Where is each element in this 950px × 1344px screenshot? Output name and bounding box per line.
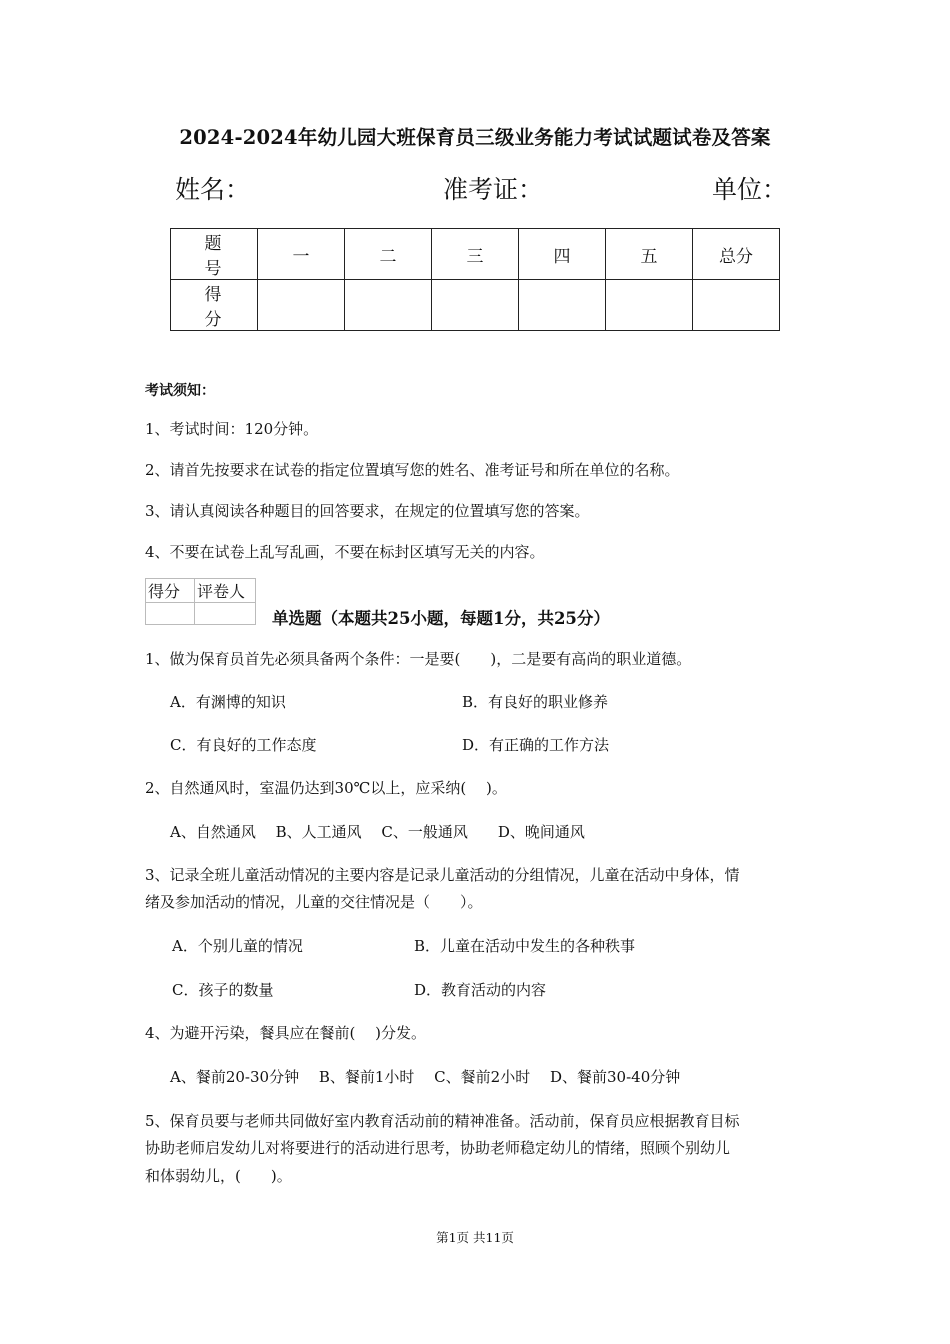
- question-stem-continued: 绪及参加活动的情况，儿童的交往情况是（ ）。: [145, 893, 483, 911]
- score-table-header-cell: 总分: [693, 229, 780, 280]
- question-stem: 1、做为保育员首先必须具备两个条件：一是要( )，二是要有高尚的职业道德。: [145, 650, 692, 668]
- score-cell[interactable]: [432, 280, 519, 331]
- score-table-score-row: [171, 280, 780, 331]
- note-item: 2、请首先按要求在试卷的指定位置填写您的姓名、准考证号和所在单位的名称。: [145, 461, 680, 479]
- page-footer: 第1页 共11页: [436, 1230, 514, 1245]
- score-table-header-cell: 五: [606, 229, 693, 280]
- score-table-header-row: [171, 229, 780, 280]
- score-row-label: 得分: [171, 280, 258, 331]
- grader-score-label: 得分: [146, 579, 195, 603]
- note-item: 3、请认真阅读各种题目的回答要求，在规定的位置填写您的答案。: [145, 502, 590, 520]
- grader-score-cell[interactable]: [146, 603, 195, 625]
- score-table-header-cell: 二: [345, 229, 432, 280]
- name-field-label: 姓名：: [175, 175, 251, 204]
- score-cell[interactable]: [345, 280, 432, 331]
- unit-field-label: 单位：: [712, 175, 788, 204]
- question-stem: 2、自然通风时，室温仍达到30℃以上，应采纳( )。: [145, 779, 507, 797]
- score-table-header-cell: 三: [432, 229, 519, 280]
- grader-box: [145, 578, 256, 625]
- question-options: A、自然通风 B、人工通风 C、一般通风 D、晚间通风: [170, 823, 585, 841]
- question-option: C．孩子的数量: [172, 981, 274, 999]
- score-cell[interactable]: [258, 280, 345, 331]
- exam-title: 2024-2024年幼儿园大班保育员三级业务能力考试试题试卷及答案: [179, 126, 771, 149]
- score-cell[interactable]: [693, 280, 780, 331]
- question-option: C．有良好的工作态度: [170, 736, 317, 754]
- question-option: D．有正确的工作方法: [462, 736, 610, 754]
- question-option: A．有渊博的知识: [170, 693, 286, 711]
- question-stem: 4、为避开污染，餐具应在餐前( )分发。: [145, 1024, 427, 1042]
- score-cell[interactable]: [606, 280, 693, 331]
- score-table-header-cell: 四: [519, 229, 606, 280]
- question-stem-continued: 和体弱幼儿，( )。: [145, 1167, 292, 1185]
- notes-heading: 考试须知：: [145, 383, 215, 399]
- score-cell[interactable]: [519, 280, 606, 331]
- exam-id-field-label: 准考证：: [443, 175, 544, 204]
- question-stem-continued: 协助老师启发幼儿对将要进行的活动进行思考，协助老师稳定幼儿的情绪，照顾个别幼儿: [145, 1139, 731, 1157]
- score-table-header-cell: 一: [258, 229, 345, 280]
- question-option: A．个别儿童的情况: [172, 937, 303, 955]
- question-stem: 3、记录全班儿童活动情况的主要内容是记录儿童活动的分组情况，儿童在活动中身体，情: [145, 866, 740, 884]
- question-option: B．有良好的职业修养: [462, 693, 609, 711]
- note-item: 1、考试时间：120分钟。: [145, 420, 319, 438]
- question-option: D．教育活动的内容: [414, 981, 547, 999]
- note-item: 4、不要在试卷上乱写乱画，不要在标封区填写无关的内容。: [145, 543, 545, 561]
- grader-name-label: 评卷人: [195, 579, 256, 603]
- grader-name-cell[interactable]: [195, 603, 256, 625]
- question-option: B．儿童在活动中发生的各种秩事: [414, 937, 636, 955]
- score-table-header-cell: 题号: [171, 229, 258, 280]
- score-table: [170, 228, 780, 331]
- question-options: A、餐前20-30分钟 B、餐前1小时 C、餐前2小时 D、餐前30-40分钟: [170, 1068, 681, 1086]
- section-title: 单选题（本题共25小题，每题1分，共25分）: [272, 609, 610, 628]
- question-stem: 5、保育员要与老师共同做好室内教育活动前的精神准备。活动前，保育员应根据教育目标: [145, 1112, 740, 1130]
